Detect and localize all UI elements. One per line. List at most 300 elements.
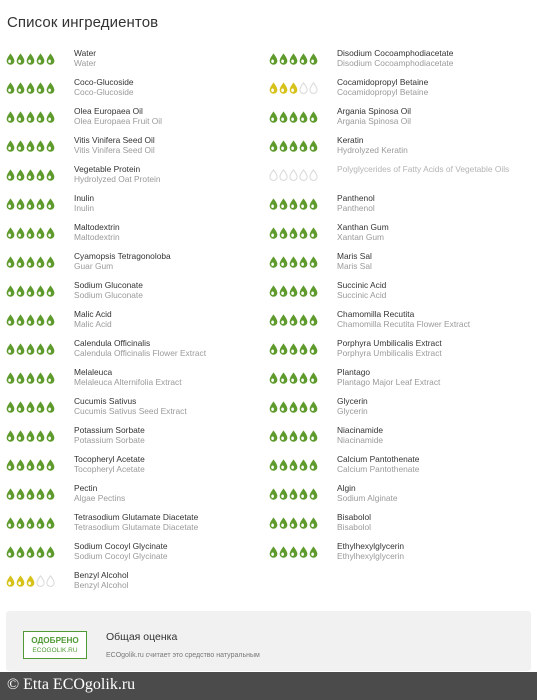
- ingredient-inci-name: Inulin: [74, 203, 95, 213]
- ingredient-name[interactable]: Cucumis Sativus: [74, 396, 137, 406]
- ingredient-name[interactable]: Sodium Gluconate: [74, 280, 143, 290]
- ingredient-inci-name: Ethylhexylglycerin: [337, 551, 405, 561]
- rating-drop-icon: [269, 517, 278, 529]
- rating-drop-icon: [16, 575, 25, 587]
- safety-rating: [6, 169, 56, 182]
- ingredient-row[interactable]: [269, 423, 531, 452]
- rating-drop-icon: [269, 285, 278, 297]
- ingredient-inci-name: Disodium Cocoamphodiacetate: [337, 58, 454, 68]
- rating-drop-icon: [279, 285, 288, 297]
- safety-rating: [6, 401, 56, 414]
- rating-drop-icon: [269, 53, 278, 65]
- ingredient-inci-name: Olea Europaea Fruit Oil: [74, 116, 162, 126]
- rating-drop-icon: [299, 314, 308, 326]
- rating-drop-icon: [269, 198, 278, 210]
- ingredient-inci-name: Sodium Alginate: [337, 493, 398, 503]
- rating-drop-icon: [46, 459, 55, 471]
- safety-rating: [6, 82, 56, 95]
- ingredient-row[interactable]: [6, 162, 268, 191]
- ingredient-name[interactable]: Vitis Vinifera Seed Oil: [74, 135, 155, 145]
- rating-drop-icon: [26, 82, 35, 94]
- ingredient-name[interactable]: Polyglycerides of Fatty Acids of Vegetable Oils: [337, 164, 510, 174]
- ingredient-name[interactable]: Maris Sal: [337, 251, 372, 261]
- ingredient-name[interactable]: Tocopheryl Acetate: [74, 454, 145, 464]
- safety-rating: [269, 372, 319, 385]
- rating-drop-icon: [269, 372, 278, 384]
- safety-rating: [269, 314, 319, 327]
- ingredient-list-left: [6, 46, 268, 597]
- rating-drop-icon: [289, 314, 298, 326]
- ingredient-name[interactable]: Disodium Cocoamphodiacetate: [337, 48, 454, 58]
- ingredient-inci-name: Plantago Major Leaf Extract: [337, 377, 441, 387]
- ingredient-inci-name: Algae Pectins: [74, 493, 126, 503]
- rating-drop-icon: [36, 198, 45, 210]
- rating-drop-icon: [289, 169, 298, 181]
- rating-drop-icon: [46, 372, 55, 384]
- safety-rating: [6, 546, 56, 559]
- rating-drop-icon: [16, 430, 25, 442]
- ingredient-name[interactable]: Benzyl Alcohol: [74, 570, 129, 580]
- ingredient-inci-name: Maltodextrin: [74, 232, 120, 242]
- rating-drop-icon: [46, 169, 55, 181]
- rating-drop-icon: [289, 546, 298, 558]
- rating-drop-icon: [26, 314, 35, 326]
- rating-drop-icon: [269, 343, 278, 355]
- rating-drop-icon: [36, 314, 45, 326]
- rating-drop-icon: [279, 82, 288, 94]
- rating-drop-icon: [279, 111, 288, 123]
- rating-drop-icon: [26, 285, 35, 297]
- safety-rating: [269, 401, 319, 414]
- rating-drop-icon: [309, 198, 318, 210]
- ingredient-inci-name: Potassium Sorbate: [74, 435, 145, 445]
- ingredient-row[interactable]: [6, 307, 268, 336]
- rating-drop-icon: [309, 488, 318, 500]
- rating-drop-icon: [36, 343, 45, 355]
- ingredient-name[interactable]: Chamomilla Recutita: [337, 309, 415, 319]
- ingredient-inci-name: Chamomilla Recutita Flower Extract: [337, 319, 471, 329]
- rating-drop-icon: [309, 546, 318, 558]
- ingredient-row[interactable]: [6, 104, 268, 133]
- rating-drop-icon: [6, 546, 15, 558]
- ingredient-name[interactable]: Succinic Acid: [337, 280, 387, 290]
- rating-drop-icon: [309, 256, 318, 268]
- safety-rating: [6, 430, 56, 443]
- ingredient-inci-name: Guar Gum: [74, 261, 114, 271]
- ingredient-row[interactable]: [269, 162, 531, 191]
- rating-drop-icon: [36, 111, 45, 123]
- rating-drop-icon: [36, 82, 45, 94]
- ingredient-inci-name: Bisabolol: [337, 522, 371, 532]
- rating-drop-icon: [26, 227, 35, 239]
- ingredient-name[interactable]: Water: [74, 48, 97, 58]
- safety-rating: [6, 140, 56, 153]
- rating-drop-icon: [269, 256, 278, 268]
- ingredient-row[interactable]: [269, 307, 531, 336]
- rating-drop-icon: [26, 140, 35, 152]
- rating-drop-icon: [299, 488, 308, 500]
- ingredient-row[interactable]: [6, 394, 268, 423]
- watermark-bar: [0, 672, 537, 700]
- ingredient-row[interactable]: [6, 46, 268, 75]
- ingredient-list-right: [269, 46, 531, 568]
- rating-drop-icon: [299, 546, 308, 558]
- rating-drop-icon: [16, 517, 25, 529]
- ingredient-name[interactable]: Porphyra Umbilicalis Extract: [337, 338, 442, 348]
- ingredient-row[interactable]: [269, 75, 531, 104]
- rating-drop-icon: [36, 227, 45, 239]
- safety-rating: [6, 372, 56, 385]
- rating-drop-icon: [309, 111, 318, 123]
- ingredient-row[interactable]: [269, 539, 531, 568]
- rating-drop-icon: [36, 372, 45, 384]
- rating-drop-icon: [309, 53, 318, 65]
- safety-rating: [6, 285, 56, 298]
- ingredient-inci-name: Vitis Vinifera Seed Oil: [74, 145, 155, 155]
- ingredient-inci-name: Tocopheryl Acetate: [74, 464, 145, 474]
- rating-drop-icon: [46, 517, 55, 529]
- rating-drop-icon: [279, 517, 288, 529]
- rating-drop-icon: [279, 314, 288, 326]
- ingredient-inci-name: Calcium Pantothenate: [337, 464, 420, 474]
- ingredient-name[interactable]: Glycerin: [337, 396, 368, 406]
- rating-drop-icon: [289, 82, 298, 94]
- rating-drop-icon: [309, 82, 318, 94]
- ingredient-row[interactable]: [269, 365, 531, 394]
- ingredient-inci-name: Xantan Gum: [337, 232, 385, 242]
- safety-rating: [269, 430, 319, 443]
- rating-drop-icon: [6, 169, 15, 181]
- ingredient-name[interactable]: Pectin: [74, 483, 98, 493]
- ingredient-row[interactable]: [269, 278, 531, 307]
- safety-rating: [6, 343, 56, 356]
- rating-drop-icon: [289, 488, 298, 500]
- rating-drop-icon: [26, 401, 35, 413]
- rating-drop-icon: [6, 517, 15, 529]
- ingredient-inci-name: Panthenol: [337, 203, 375, 213]
- rating-drop-icon: [26, 546, 35, 558]
- rating-drop-icon: [16, 343, 25, 355]
- ingredient-row[interactable]: [6, 278, 268, 307]
- ingredient-name[interactable]: Panthenol: [337, 193, 375, 203]
- rating-drop-icon: [16, 401, 25, 413]
- rating-drop-icon: [16, 169, 25, 181]
- safety-rating: [269, 140, 319, 153]
- ingredient-inci-name: Maris Sal: [337, 261, 372, 271]
- ingredient-name[interactable]: Calcium Pantothenate: [337, 454, 420, 464]
- ingredient-inci-name: Glycerin: [337, 406, 368, 416]
- ingredient-name[interactable]: Olea Europaea Oil: [74, 106, 143, 116]
- rating-drop-icon: [36, 140, 45, 152]
- rating-drop-icon: [26, 343, 35, 355]
- ingredient-name[interactable]: Sodium Cocoyl Glycinate: [74, 541, 168, 551]
- rating-drop-icon: [6, 401, 15, 413]
- rating-drop-icon: [46, 546, 55, 558]
- ingredient-row[interactable]: [6, 75, 268, 104]
- ingredient-row[interactable]: [6, 133, 268, 162]
- rating-drop-icon: [6, 53, 15, 65]
- rating-drop-icon: [6, 111, 15, 123]
- ingredient-row[interactable]: [6, 220, 268, 249]
- ingredient-row[interactable]: [6, 481, 268, 510]
- rating-drop-icon: [309, 372, 318, 384]
- rating-drop-icon: [6, 343, 15, 355]
- approved-badge: [23, 631, 87, 659]
- rating-drop-icon: [309, 343, 318, 355]
- rating-drop-icon: [6, 488, 15, 500]
- rating-drop-icon: [46, 256, 55, 268]
- rating-drop-icon: [6, 575, 15, 587]
- rating-drop-icon: [279, 227, 288, 239]
- rating-drop-icon: [279, 256, 288, 268]
- rating-drop-icon: [299, 111, 308, 123]
- approved-badge-site: ECOGOLIK.RU: [32, 647, 78, 654]
- ingredient-name[interactable]: Keratin: [337, 135, 364, 145]
- rating-drop-icon: [279, 343, 288, 355]
- rating-drop-icon: [289, 140, 298, 152]
- rating-drop-icon: [36, 517, 45, 529]
- rating-drop-icon: [46, 227, 55, 239]
- ingredient-inci-name: Porphyra Umbilicalis Extract: [337, 348, 442, 358]
- safety-rating: [269, 256, 319, 269]
- rating-drop-icon: [289, 53, 298, 65]
- ingredient-row[interactable]: [6, 510, 268, 539]
- ingredient-inci-name: Calendula Officinalis Flower Extract: [74, 348, 207, 358]
- ingredient-name[interactable]: Tetrasodium Glutamate Diacetate: [74, 512, 199, 522]
- rating-drop-icon: [16, 82, 25, 94]
- rating-drop-icon: [279, 488, 288, 500]
- ingredient-name[interactable]: Calendula Officinalis: [74, 338, 151, 348]
- safety-rating: [6, 111, 56, 124]
- rating-drop-icon: [46, 488, 55, 500]
- ingredient-row[interactable]: [269, 510, 531, 539]
- rating-drop-icon: [269, 169, 278, 181]
- rating-drop-icon: [269, 459, 278, 471]
- safety-rating: [269, 198, 319, 211]
- rating-drop-icon: [26, 517, 35, 529]
- watermark-text: © Etta ECOgolik.ru: [7, 676, 136, 693]
- ingredient-name[interactable]: Ethylhexylglycerin: [337, 541, 405, 551]
- rating-drop-icon: [289, 198, 298, 210]
- rating-drop-icon: [299, 517, 308, 529]
- rating-drop-icon: [26, 111, 35, 123]
- ingredient-inci-name: Coco-Glucoside: [74, 87, 134, 97]
- safety-rating: [269, 488, 319, 501]
- rating-drop-icon: [26, 488, 35, 500]
- ingredient-name[interactable]: Malic Acid: [74, 309, 112, 319]
- safety-rating: [269, 227, 319, 240]
- ingredient-row[interactable]: [269, 249, 531, 278]
- rating-drop-icon: [46, 314, 55, 326]
- rating-drop-icon: [6, 314, 15, 326]
- ingredient-inci-name: Hydrolyzed Keratin: [337, 145, 408, 155]
- rating-drop-icon: [269, 227, 278, 239]
- rating-drop-icon: [269, 82, 278, 94]
- rating-drop-icon: [299, 430, 308, 442]
- rating-drop-icon: [36, 459, 45, 471]
- safety-rating: [6, 227, 56, 240]
- ingredient-row[interactable]: [269, 220, 531, 249]
- rating-drop-icon: [6, 140, 15, 152]
- rating-drop-icon: [309, 169, 318, 181]
- rating-drop-icon: [299, 285, 308, 297]
- rating-drop-icon: [279, 198, 288, 210]
- rating-drop-icon: [6, 82, 15, 94]
- rating-drop-icon: [36, 488, 45, 500]
- ingredient-row[interactable]: [269, 336, 531, 365]
- rating-drop-icon: [46, 343, 55, 355]
- rating-drop-icon: [26, 575, 35, 587]
- ingredient-name[interactable]: Plantago: [337, 367, 371, 377]
- safety-rating: [269, 459, 319, 472]
- rating-drop-icon: [309, 285, 318, 297]
- rating-drop-icon: [36, 169, 45, 181]
- rating-drop-icon: [279, 53, 288, 65]
- rating-drop-icon: [289, 430, 298, 442]
- ingredient-inci-name: Succinic Acid: [337, 290, 387, 300]
- rating-drop-icon: [299, 53, 308, 65]
- ingredient-name[interactable]: Inulin: [74, 193, 95, 203]
- ingredient-name[interactable]: Niacinamide: [337, 425, 384, 435]
- ingredient-name[interactable]: Bisabolol: [337, 512, 371, 522]
- ingredient-inci-name: Sodium Gluconate: [74, 290, 143, 300]
- ingredient-row[interactable]: [6, 249, 268, 278]
- safety-rating: [6, 575, 56, 588]
- ingredient-inci-name: Niacinamide: [337, 435, 384, 445]
- ingredient-name[interactable]: Melaleuca: [74, 367, 113, 377]
- rating-drop-icon: [36, 285, 45, 297]
- ingredient-row[interactable]: [6, 568, 268, 597]
- ingredient-inci-name: Cocamidopropyl Betaine: [337, 87, 429, 97]
- ingredient-name[interactable]: Maltodextrin: [74, 222, 120, 232]
- safety-rating: [6, 198, 56, 211]
- rating-drop-icon: [26, 430, 35, 442]
- ingredient-row[interactable]: [269, 481, 531, 510]
- rating-drop-icon: [289, 285, 298, 297]
- ingredient-name[interactable]: Coco-Glucoside: [74, 77, 134, 87]
- rating-drop-icon: [16, 488, 25, 500]
- ingredient-name[interactable]: Xanthan Gum: [337, 222, 389, 232]
- ingredient-name[interactable]: Cocamidopropyl Betaine: [337, 77, 429, 87]
- rating-drop-icon: [299, 169, 308, 181]
- rating-drop-icon: [6, 285, 15, 297]
- rating-drop-icon: [299, 82, 308, 94]
- rating-drop-icon: [269, 430, 278, 442]
- rating-drop-icon: [299, 198, 308, 210]
- safety-rating: [269, 517, 319, 530]
- ingredient-row[interactable]: [269, 191, 531, 220]
- rating-drop-icon: [26, 372, 35, 384]
- rating-drop-icon: [279, 169, 288, 181]
- rating-drop-icon: [6, 227, 15, 239]
- safety-rating: [269, 111, 319, 124]
- ingredient-row[interactable]: [6, 191, 268, 220]
- safety-rating: [6, 517, 56, 530]
- ingredient-inci-name: Hydrolyzed Oat Protein: [74, 174, 161, 184]
- rating-drop-icon: [16, 140, 25, 152]
- ingredient-name[interactable]: Cyamopsis Tetragonoloba: [74, 251, 171, 261]
- rating-drop-icon: [299, 372, 308, 384]
- rating-drop-icon: [279, 372, 288, 384]
- safety-rating: [6, 314, 56, 327]
- ingredient-inci-name: Tetrasodium Glutamate Diacetate: [74, 522, 199, 532]
- rating-drop-icon: [6, 198, 15, 210]
- rating-drop-icon: [46, 285, 55, 297]
- rating-drop-icon: [269, 314, 278, 326]
- rating-drop-icon: [269, 140, 278, 152]
- ingredient-row[interactable]: [269, 133, 531, 162]
- ingredient-inci-name: Melaleuca Alternifolia Extract: [74, 377, 182, 387]
- safety-rating: [269, 169, 319, 182]
- rating-drop-icon: [26, 459, 35, 471]
- rating-drop-icon: [36, 575, 45, 587]
- ingredient-row[interactable]: [269, 46, 531, 75]
- rating-drop-icon: [16, 227, 25, 239]
- safety-rating: [269, 82, 319, 95]
- safety-rating: [269, 285, 319, 298]
- overall-rating-title: Общая оценка: [106, 631, 178, 643]
- ingredient-row[interactable]: [6, 365, 268, 394]
- rating-drop-icon: [36, 430, 45, 442]
- rating-drop-icon: [6, 256, 15, 268]
- safety-rating: [6, 459, 56, 472]
- rating-drop-icon: [309, 459, 318, 471]
- ingredient-inci-name: Cucumis Sativus Seed Extract: [74, 406, 187, 416]
- safety-rating: [6, 256, 56, 269]
- rating-drop-icon: [279, 401, 288, 413]
- rating-drop-icon: [269, 488, 278, 500]
- rating-drop-icon: [289, 343, 298, 355]
- rating-drop-icon: [26, 256, 35, 268]
- overall-rating-text: ECOgolik.ru считает это средство натуральным: [106, 652, 260, 659]
- rating-drop-icon: [46, 401, 55, 413]
- rating-drop-icon: [289, 372, 298, 384]
- ingredient-row[interactable]: [269, 452, 531, 481]
- rating-drop-icon: [309, 430, 318, 442]
- ingredient-row[interactable]: [6, 423, 268, 452]
- ingredient-inci-name: Argania Spinosa Oil: [337, 116, 412, 126]
- rating-drop-icon: [279, 140, 288, 152]
- rating-drop-icon: [16, 372, 25, 384]
- rating-drop-icon: [26, 198, 35, 210]
- ingredient-name[interactable]: Potassium Sorbate: [74, 425, 145, 435]
- rating-drop-icon: [16, 459, 25, 471]
- ingredient-name[interactable]: Vegetable Protein: [74, 164, 141, 174]
- ingredient-row[interactable]: [6, 539, 268, 568]
- ingredient-name[interactable]: Algin: [337, 483, 356, 493]
- ingredient-row[interactable]: [6, 336, 268, 365]
- rating-drop-icon: [16, 53, 25, 65]
- ingredient-row[interactable]: [6, 452, 268, 481]
- rating-drop-icon: [289, 401, 298, 413]
- rating-drop-icon: [309, 140, 318, 152]
- ingredient-name[interactable]: Argania Spinosa Oil: [337, 106, 412, 116]
- rating-drop-icon: [299, 256, 308, 268]
- rating-drop-icon: [269, 111, 278, 123]
- ingredient-row[interactable]: [269, 104, 531, 133]
- overall-rating-panel: [6, 611, 531, 671]
- rating-drop-icon: [46, 430, 55, 442]
- safety-rating: [6, 53, 56, 66]
- ingredient-inci-name: Sodium Cocoyl Glycinate: [74, 551, 168, 561]
- ingredient-row[interactable]: [269, 394, 531, 423]
- ingredient-inci-name: Benzyl Alcohol: [74, 580, 129, 590]
- rating-drop-icon: [16, 111, 25, 123]
- safety-rating: [269, 546, 319, 559]
- rating-drop-icon: [46, 82, 55, 94]
- rating-drop-icon: [16, 314, 25, 326]
- rating-drop-icon: [279, 430, 288, 442]
